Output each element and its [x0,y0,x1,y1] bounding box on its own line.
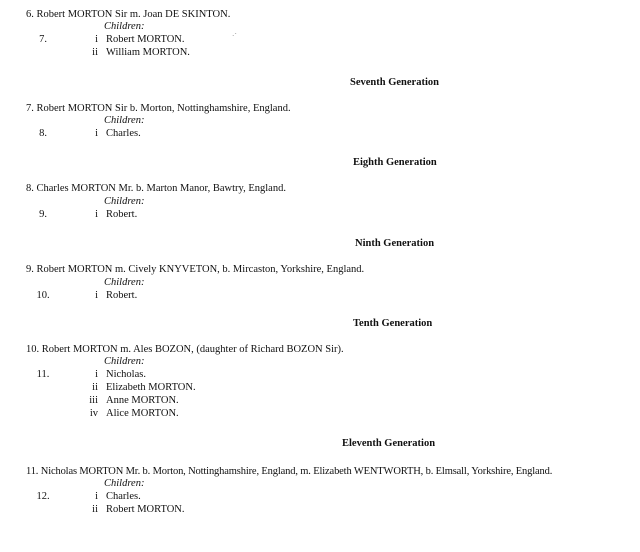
child-name: Anne MORTON. [106,395,179,406]
parent-entry-6: 6. Robert MORTON Sir m. Joan DE SKINTON. [26,9,231,20]
generation-heading-eighth: Eighth Generation [353,157,437,168]
child-roman: i [95,290,98,301]
children-label: Children: [104,196,145,207]
parent-entry-10: 10. Robert MORTON m. Ales BOZON, (daughter of Richard BOZON Sir). [26,344,344,355]
child-name: Robert. [106,209,138,220]
child-number: 12. [36,491,50,502]
child-number: 7. [39,34,47,45]
children-label: Children: [104,115,145,126]
child-roman: i [95,491,98,502]
generation-heading-eleventh: Eleventh Generation [342,438,436,449]
child-roman: iii [89,395,98,406]
child-name: Robert. [106,290,138,301]
child-roman: ii [92,504,98,515]
parent-entry-11: 11. Nicholas MORTON Mr. b. Morton, Nottinghamshire, England, m. Elizabeth WENTWORTH, b. Elmsall, Yorkshire, England. [26,466,553,477]
children-label: Children: [104,21,145,32]
child-name: William MORTON. [106,47,190,58]
generation-heading-tenth: Tenth Generation [353,318,433,329]
child-roman: iv [89,408,98,419]
generation-heading-ninth: Ninth Generation [355,238,435,249]
child-number: 11. [36,369,50,380]
parent-entry-7: 7. Robert MORTON Sir b. Morton, Nottinghamshire, England. [26,103,291,114]
child-roman: ii [92,47,98,58]
child-name: Robert MORTON. [106,34,185,45]
child-name: Elizabeth MORTON. [106,382,196,393]
children-label: Children: [104,478,145,489]
child-number: 9. [39,209,47,220]
children-label: Children: [104,277,145,288]
children-label: Children: [104,356,145,367]
child-name: Alice MORTON. [106,408,179,419]
child-roman: i [95,209,98,220]
child-name: Nicholas. [106,369,146,380]
child-roman: i [95,34,98,45]
child-number: 8. [39,128,47,139]
child-name: Robert MORTON. [106,504,185,515]
parent-entry-9: 9. Robert MORTON m. Cively KNYVETON, b. Mircaston, Yorkshire, England. [26,264,365,275]
child-roman: ii [92,382,98,393]
generation-heading-seventh: Seventh Generation [350,77,439,88]
child-number: 10. [36,290,50,301]
child-name: Charles. [106,128,141,139]
child-roman: i [95,128,98,139]
parent-entry-8: 8. Charles MORTON Mr. b. Marton Manor, Bawtry, England. [26,183,286,194]
child-roman: i [95,369,98,380]
scan-speck: ·´ [232,32,237,40]
child-name: Charles. [106,491,141,502]
